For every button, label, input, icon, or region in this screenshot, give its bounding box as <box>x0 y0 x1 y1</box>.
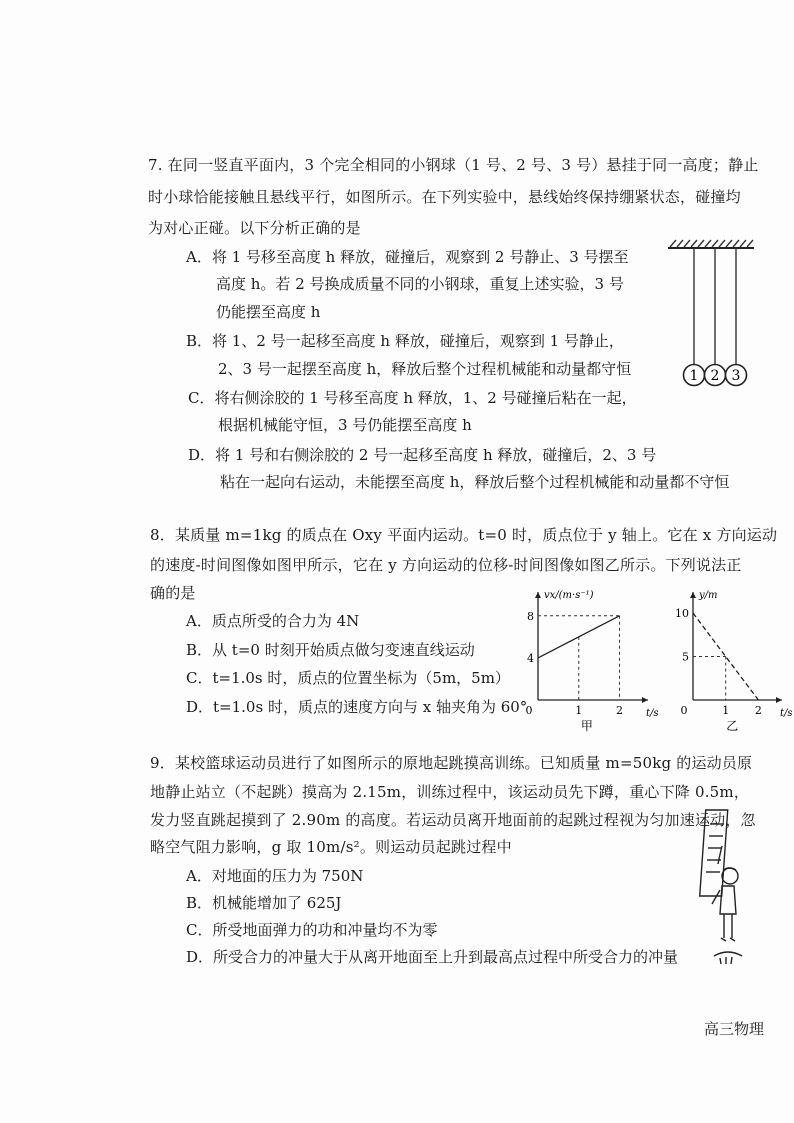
y-tick-label: 8 <box>527 609 534 623</box>
y-axis-label: vx/(m·s⁻¹) <box>544 590 594 601</box>
raised-arm <box>718 846 722 864</box>
pendulum-figure <box>664 236 760 396</box>
q9-option-d: D．所受合力的冲量大于从离开地面至上升到最高点过程中所受合力的冲量 <box>186 948 679 966</box>
q8-option-a: A．质点所受的合力为 4N <box>186 612 360 630</box>
q7-option-c-line-1: C．将右侧涂胶的 1 号移至高度 h 释放，1、2 号碰撞后粘在一起， <box>188 389 637 407</box>
x-tick-label: 0 <box>525 704 533 717</box>
ball-2-label: 2 <box>710 368 720 384</box>
x-axis-label: t/s <box>780 708 793 719</box>
athlete-touch-board-illustration <box>690 806 750 976</box>
height-board <box>700 810 728 896</box>
x-tick-label: 0 <box>680 704 688 717</box>
q9-option-b: B．机械能增加了 625J <box>186 894 342 912</box>
q7-option-a-line-3: 仍能摆至高度 h <box>216 303 321 321</box>
q7-option-b-line-2: 2、3 号一起摆至高度 h，释放后整个过程机械能和动量都守恒 <box>218 360 632 378</box>
ceiling-hatch <box>668 240 754 248</box>
q7-stem-line-3: 为对心正碰。以下分析正确的是 <box>148 219 361 237</box>
chart-vx-t <box>510 588 660 736</box>
y-tick-label: 4 <box>527 651 534 665</box>
y-tick-label: 10 <box>675 607 689 621</box>
q9-option-a: A．对地面的压力为 750N <box>186 867 364 885</box>
footer-subject: 高三物理 <box>703 1020 764 1038</box>
q7-option-c-line-2: 根据机械能守恒，3 号仍能摆至高度 h <box>218 416 472 434</box>
y-axis-arrow <box>535 592 541 598</box>
q7-option-d-line-2: 粘在一起向右运动，未能摆至高度 h，释放后整个过程机械能和动量都不守恒 <box>220 473 730 491</box>
q8-option-b: B．从 t=0 时刻开始质点做匀变速直线运动 <box>186 641 475 659</box>
q8-stem-line-3: 确的是 <box>150 584 196 602</box>
athlete-body <box>720 886 736 914</box>
q7-option-b-line-1: B．将 1、2 号一起移至高度 h 释放，碰撞后，观察到 1 号静止， <box>186 332 624 350</box>
q7-option-d-line-1: D．将 1 号和右侧涂胶的 2 号一起移至高度 h 释放，碰撞后，2、3 号 <box>188 446 657 464</box>
x-tick-label: 2 <box>616 704 624 717</box>
q8-stem-line-2: 的速度-时间图像如图甲所示，它在 y 方向运动的位移-时间图像如图乙所示。下列说法正 <box>150 556 742 574</box>
q9-stem-line-1: 9．某校篮球运动员进行了如图所示的原地起跳摸高训练。已知质量 m=50kg 的运动员原 <box>150 754 753 772</box>
ball-1-label: 1 <box>689 368 699 384</box>
q8-option-d: D．t=1.0s 时，质点的速度方向与 x 轴夹角为 60° <box>186 698 528 716</box>
q9-stem-line-3: 发力竖直跳起摸到了 2.90m 的高度。若运动员离开地面前的起跳过程视为匀加速运动，忽 <box>150 811 756 829</box>
x-axis-arrow <box>776 697 782 703</box>
x-tick-label: 2 <box>754 704 762 717</box>
chart-y-t <box>665 588 794 736</box>
q7-stem-line-1: 7. 在同一竖直平面内，3 个完全相同的小钢球（1 号、2 号、3 号）悬挂于同一高度；静止 <box>148 156 759 174</box>
y-axis-arrow <box>690 592 696 598</box>
chart-caption: 甲 <box>580 719 593 733</box>
x-axis-arrow <box>642 697 648 703</box>
y-tick-label: 5 <box>682 650 689 664</box>
q9-stem-line-4: 略空气阻力影响，g 取 10m/s²。则运动员起跳过程中 <box>150 838 512 856</box>
y-axis-label: y/m <box>699 590 718 601</box>
x-tick-label: 1 <box>722 704 730 717</box>
q9-stem-line-2: 地静止站立（不起跳）摸高为 2.15m，训练过程中，该运动员先下蹲，重心下降 0.5m， <box>150 783 750 801</box>
x-axis-label: t/s <box>646 708 659 719</box>
q8-option-c: C．t=1.0s 时，质点的位置坐标为（5m，5m） <box>186 669 510 687</box>
q7-stem-line-2: 时小球恰能接触且悬线平行，如图所示。在下列实验中，悬线始终保持绷紧状态，碰撞均 <box>148 188 741 206</box>
ball-3-label: 3 <box>731 368 741 384</box>
x-tick-label: 1 <box>575 704 583 717</box>
q9-option-c: C．所受地面弹力的功和冲量均不为零 <box>186 921 438 939</box>
q8-stem-line-1: 8．某质量 m=1kg 的质点在 Oxy 平面内运动。t=0 时，质点位于 y 轴上。它在 x 方向运动 <box>150 526 778 544</box>
q7-option-a-line-2: 高度 h。若 2 号换成质量不同的小钢球，重复上述实验，3 号 <box>216 275 624 293</box>
chart-caption: 乙 <box>726 719 739 733</box>
q7-option-a-line-1: A．将 1 号移至高度 h 释放，碰撞后，观察到 2 号静止、3 号摆至 <box>186 248 629 266</box>
